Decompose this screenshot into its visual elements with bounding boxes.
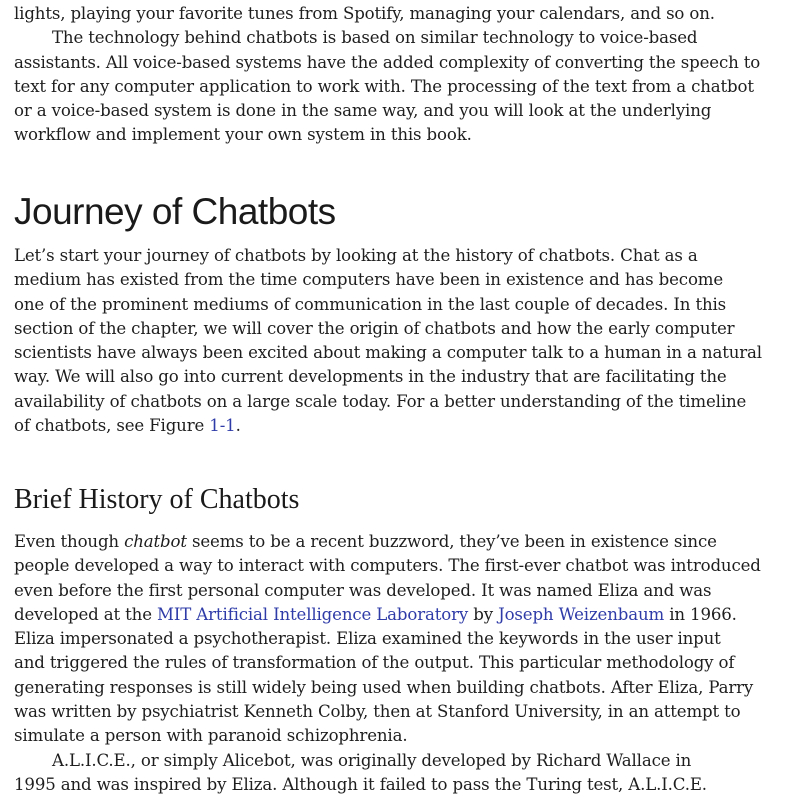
text-line: even before the first personal computer was developed. It was named Eliza and was xyxy=(14,580,712,600)
text-line: assistants. All voice-based systems have the added complexity of converting the speech to xyxy=(14,52,761,72)
text-line: medium has existed from the time computers have been in existence and has become xyxy=(14,270,724,290)
text-line: people developed a way to interact with computers. The first-ever chatbot was introduced xyxy=(14,556,761,576)
text-line xyxy=(14,414,780,438)
text-line: and triggered the rules of transformation of the output. This particular methodology of xyxy=(14,653,735,673)
text-line: A.L.I.C.E., or simply Alicebot, was originally developed by Richard Wallace in xyxy=(52,750,692,770)
section2-paragraph xyxy=(14,530,780,797)
section1-paragraph xyxy=(14,244,780,438)
text-line: Let’s start your journey of chatbots by looking at the history of chatbots. Chat as a xyxy=(14,246,698,265)
mit-ai-lab-link[interactable]: MIT Artificial Intelligence Laboratory xyxy=(157,604,469,624)
text-line: or a voice-based system is done in the same way, and you will look at the underlying xyxy=(14,101,712,121)
figure-link[interactable]: 1-1 xyxy=(209,416,236,436)
text-line: Eliza impersonated a psychotherapist. Eliza examined the keywords in the user input xyxy=(14,629,721,649)
text-line: simulate a person with paranoid schizophrenia. xyxy=(14,726,408,746)
text-line: scientists have always been excited about making a computer talk to a human in a natural xyxy=(14,343,762,363)
text-fragment: in 1966. xyxy=(664,604,737,624)
text-line: 1995 and was inspired by Eliza. Although it failed to pass the Turing test, A.L.I.C.E. xyxy=(14,774,707,794)
text-line: lights, playing your favorite tunes from Spotify, managing your calendars, and so on. xyxy=(14,4,715,23)
text-line: generating responses is still widely being used when building chatbots. After Eliza, Parry xyxy=(14,677,754,697)
text-line: was written by psychiatrist Kenneth Colby, then at Stanford University, in an attempt to xyxy=(14,702,741,722)
text-line xyxy=(14,530,780,554)
text-line: one of the prominent mediums of communication in the last couple of decades. In this xyxy=(14,294,727,314)
section-heading-container xyxy=(14,190,780,234)
text-fragment: by xyxy=(468,604,499,624)
text-line: The technology behind chatbots is based on similar technology to voice-based xyxy=(52,28,698,48)
text-line: text for any computer application to work with. The processing of the text from a chatbot xyxy=(14,76,754,96)
text-fragment: Even though xyxy=(14,532,125,551)
italic-term: chatbot xyxy=(124,532,187,551)
text-fragment: seems to be a recent buzzword, they’ve been in existence since xyxy=(186,532,717,551)
section-heading: Journey of Chatbots xyxy=(14,191,336,232)
text-line: way. We will also go into current developments in the industry that are facilitating the xyxy=(14,367,727,387)
text-fragment: of chatbots, see Figure xyxy=(14,416,210,436)
text-fragment: . xyxy=(235,416,241,436)
subsection-heading-container xyxy=(14,483,780,517)
subsection-heading: Brief History of Chatbots xyxy=(14,484,300,515)
joseph-weizenbaum-link[interactable]: Joseph Weizenbaum xyxy=(498,604,665,624)
text-fragment: developed at the xyxy=(14,604,158,624)
intro-paragraph xyxy=(14,2,780,148)
text-line: availability of chatbots on a large scale today. For a better understanding of the timeline xyxy=(14,391,747,411)
text-line: workflow and implement your own system in this book. xyxy=(14,125,472,145)
text-line: section of the chapter, we will cover the origin of chatbots and how the early computer xyxy=(14,318,735,338)
text-line xyxy=(14,603,780,627)
